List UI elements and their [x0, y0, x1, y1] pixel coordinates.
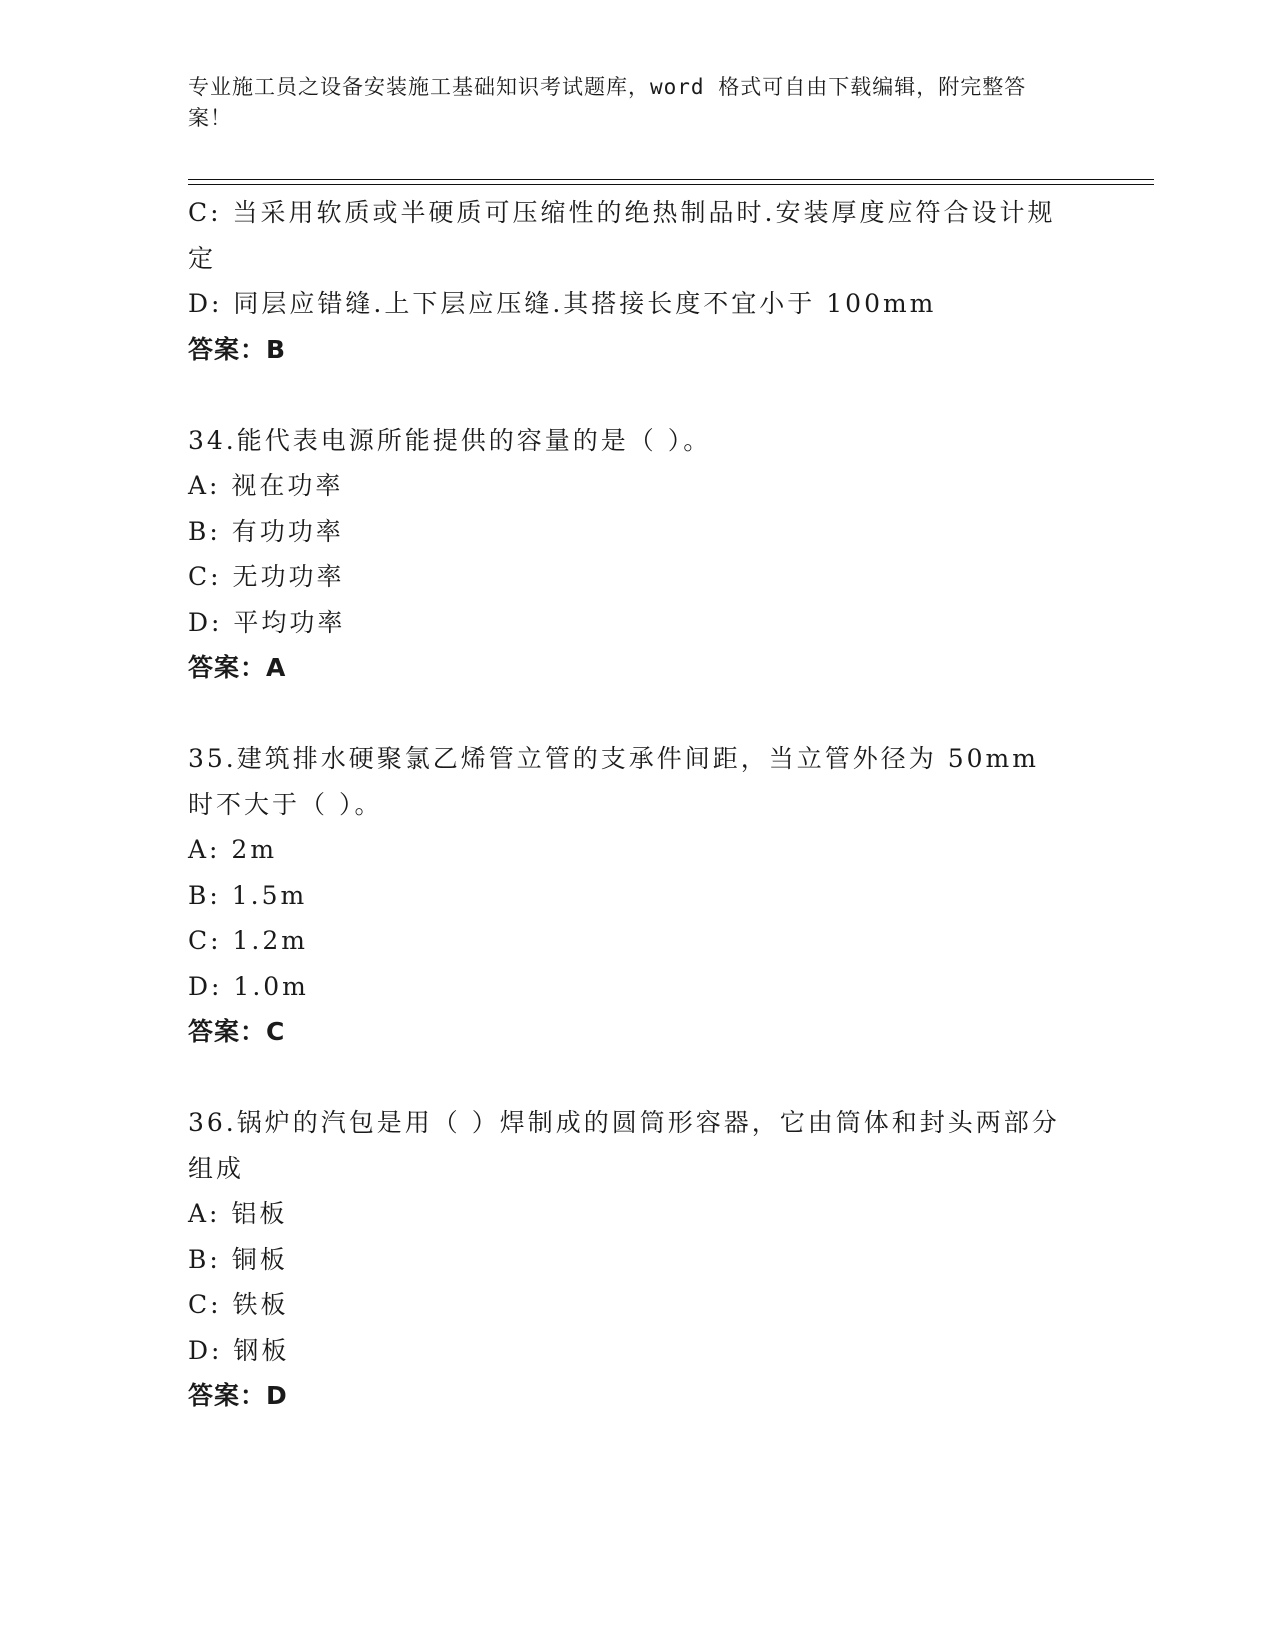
option-b: B: 1.5m: [188, 880, 308, 910]
option-d: D: 平均功率: [188, 607, 346, 637]
option-a: A: 2m: [188, 835, 278, 864]
header-divider-top: [188, 179, 1154, 180]
option-c: C: 铁板: [188, 1290, 289, 1319]
option-d: D: 钢板: [188, 1335, 290, 1365]
option-c: C: 无功功率: [188, 562, 345, 591]
answer-line: 答案：A: [188, 653, 287, 682]
option-a: A: 视在功率: [188, 471, 344, 500]
spacer: [188, 691, 1068, 737]
question-block-33-continued: [188, 190, 1068, 372]
question-stem: 34.能代表电源所能提供的容量的是（ ）。: [188, 425, 712, 455]
header-text: 专业施工员之设备安装施工基础知识考试题库，word 格式可自由下载编辑，附完整答案！: [188, 75, 1027, 130]
question-block-35: [188, 736, 1068, 1055]
question-block-36: [188, 1100, 1068, 1419]
question-list: [188, 190, 1068, 1419]
option-b: B: 铜板: [188, 1244, 288, 1274]
question-stem: 35.建筑排水硬聚氯乙烯管立管的支承件间距，当立管外径为 50mm 时不大于（ ）。: [188, 744, 1039, 819]
question-stem: 36.锅炉的汽包是用（ ）焊制成的圆筒形容器，它由筒体和封头两部分组成: [188, 1108, 1060, 1183]
document-header: [188, 72, 1068, 134]
option-d: D: 1.0m: [188, 971, 309, 1001]
option-c: C: 1.2m: [188, 926, 308, 955]
option-c: C: 当采用软质或半硬质可压缩性的绝热制品时.安装厚度应符合设计规定: [188, 198, 1056, 273]
spacer: [188, 372, 1068, 418]
answer-line: 答案：B: [188, 334, 287, 364]
option-b: B: 有功功率: [188, 516, 344, 546]
spacer: [188, 1055, 1068, 1101]
answer-line: 答案：C: [188, 1017, 286, 1046]
header-divider-bottom: [188, 184, 1154, 185]
option-a: A: 铝板: [188, 1199, 288, 1228]
answer-line: 答案：D: [188, 1381, 288, 1410]
question-block-34: [188, 418, 1068, 691]
option-d: D: 同层应错缝.上下层应压缝.其搭接长度不宜小于 100mm: [188, 289, 937, 318]
